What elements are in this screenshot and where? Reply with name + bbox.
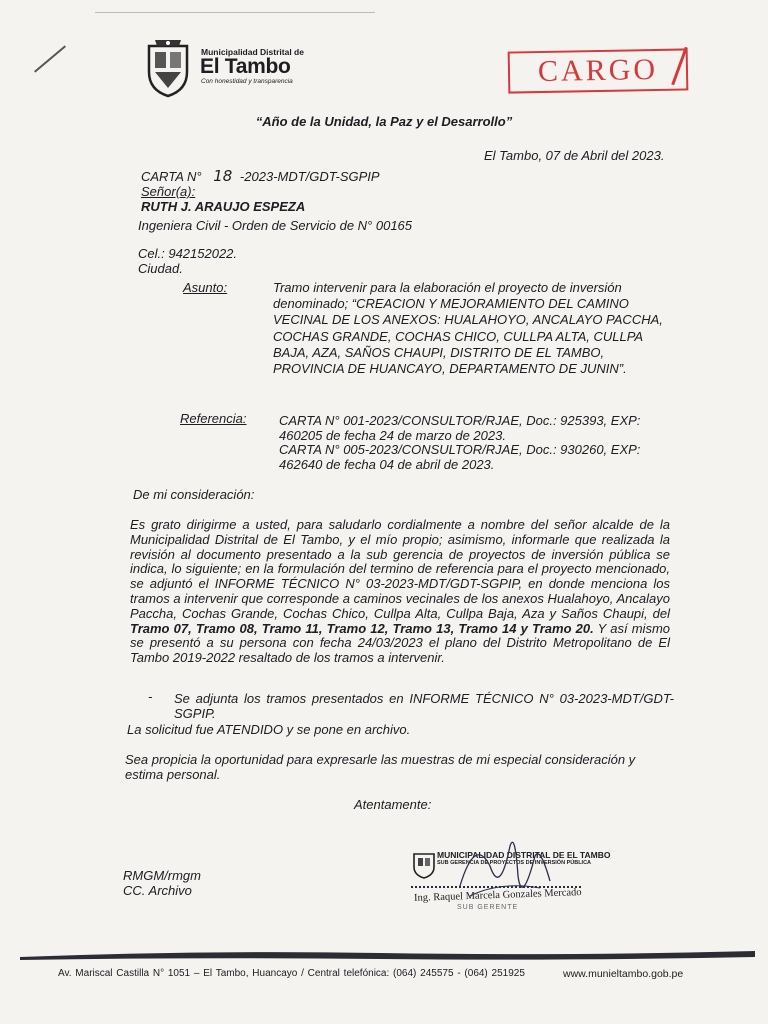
- referencia-label: Referencia:: [180, 411, 247, 426]
- carta-number-line: [141, 169, 380, 184]
- bullet-text: Se adjunta los tramos presentados en INFORME TÉCNICO N° 03-2023-MDT/GDT-SGPIP.: [174, 691, 674, 721]
- initials-block: [123, 868, 201, 898]
- carta-number-handwritten: 18: [213, 167, 233, 185]
- handwritten-signature: [440, 826, 560, 916]
- municipality-slogan: Con honestidad y transparencia: [201, 78, 293, 85]
- seal-department: SUB GERENCIA DE PROYECTOS DE INVERSIÓN PÚBLICA: [437, 860, 592, 866]
- seal-shield-icon: [411, 849, 437, 879]
- atentamente: Atentamente:: [354, 797, 432, 812]
- asunto-text: Tramo intervenir para la elaboración el proyecto de inversión denominado; “CREACION Y MEJORAMIENTO DEL CAMINO VECINAL DE LOS ANEXOS: HUALAHOYO, ANCALAYO PACCHA, COCHAS GRANDE, COCHAS CHICO, CULLPA ALTA, CULLPA BAJA, AZA, SAÑOS CHAUPI, DISTRITO DE EL TAMBO, PROVINCIA DE HUANCAYO, DEPARTAMENTO DE JUNIN”.: [273, 280, 663, 377]
- recipient-role: Ingeniera Civil - Orden de Servicio de N° 00165: [138, 218, 413, 233]
- letter-salutation: De mi consideración:: [133, 487, 255, 502]
- closing-paragraph: Sea propicia la oportunidad para expresarle las muestras de mi especial consideración y estima personal.: [125, 752, 636, 782]
- body-paragraph: [130, 518, 670, 666]
- asunto-label: Asunto:: [183, 280, 228, 295]
- salutation-title: Señor(a):: [141, 184, 196, 199]
- seal-municipality: MUNICIPALIDAD DISTRITAL DE EL TAMBO: [437, 850, 611, 860]
- top-rule: [95, 12, 375, 13]
- footer-decorative-bar: [20, 948, 755, 962]
- body-tramos-bold: Tramo 07, Tramo 08, Tramo 11, Tramo 12, Tramo 13, Tramo 14 y Tramo 20.: [130, 620, 594, 636]
- pen-mark: [34, 45, 66, 72]
- seal-signatory-title: SUB GERENTE: [457, 904, 519, 911]
- cargo-stamp: CARGO: [508, 48, 689, 93]
- referencia-text: [279, 414, 679, 472]
- initials-line-1: RMGM/rmgm: [123, 868, 201, 883]
- recipient-city: Ciudad.: [138, 261, 183, 276]
- carta-prefix: CARTA N°: [141, 169, 202, 184]
- date-line: El Tambo, 07 de Abril del 2023.: [484, 148, 665, 163]
- bullet-dash: -: [148, 689, 153, 704]
- recipient-phone: Cel.: 942152022.: [138, 246, 238, 261]
- municipal-shield-icon: [143, 36, 193, 98]
- carta-suffix: -2023-MDT/GDT-SGPIP: [239, 169, 380, 184]
- year-motto: “Año de la Unidad, la Paz y el Desarrollo”: [255, 114, 513, 129]
- body-part-1: Es grato dirigirme a usted, para saludarlo cordialmente a nombre del señor alcalde de la Municipalidad Distrital de El Tambo, y el mío propio; asimismo, informarle que realizada la revisión al documento presentado a la sub gerencia de proyectos de inversión pública se indica, lo siguiente; en la formulación del termino de referencia para el proyecto mencionado, se adjuntó el INFORME TÉCNICO N° 03-2023-MDT/GDT-SGPIP, en donde menciona los tramos a intervenir que corresponde a caminos vecinales de los anexos Hualahoyo, Ancalayo Paccha, Cochas Grande, Cochas Chico, Cullpa Alta, Cullpa Baja, Aza y Saños Chaupi, del: [130, 517, 670, 621]
- body-part-2: Y así mismo se presentó a su persona con fecha 24/03/2023 el plano del Distrito Metropolitano de El Tambo 2019-2022 resaltado de los tramos a intervenir.: [130, 620, 671, 666]
- footer-website: www.munieltambo.gob.pe: [563, 968, 684, 980]
- municipality-label: Municipalidad Distrital de: [201, 47, 304, 57]
- referencia-line-2: CARTA N° 005-2023/CONSULTOR/RJAE, Doc.: 930260, EXP: 462640 de fecha 04 de abril de 2023.: [279, 442, 641, 472]
- municipality-name: El Tambo: [200, 55, 291, 78]
- recipient-name: RUTH J. ARAUJO ESPEZA: [141, 199, 306, 214]
- footer-address: Av. Mariscal Castilla N° 1051 – El Tambo, Huancayo / Central telefónica: (064) 245575 - (064) 251925: [58, 968, 525, 979]
- initials-line-2: CC. Archivo: [123, 883, 192, 898]
- seal-signatory-name: Ing. Raquel Marcela Gonzales Mercado: [413, 887, 582, 904]
- referencia-line-1: CARTA N° 001-2023/CONSULTOR/RJAE, Doc.: 925393, EXP: 460205 de fecha 24 de marzo de 2023.: [279, 413, 641, 443]
- attended-line: La solicitud fue ATENDIDO y se pone en archivo.: [127, 722, 411, 737]
